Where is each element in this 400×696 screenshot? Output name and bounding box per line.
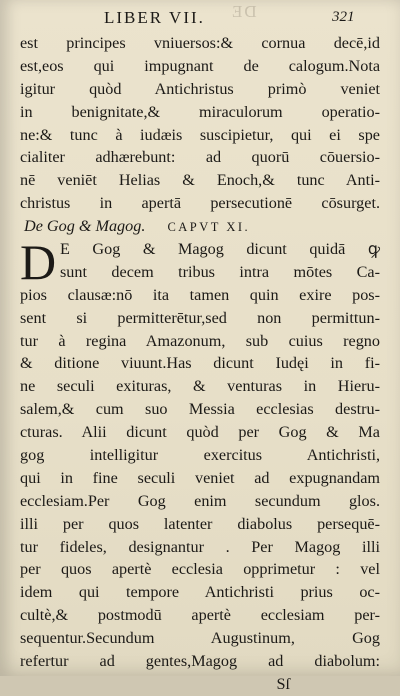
- text-line: igitur quòd Antichristus primò veniet: [20, 79, 380, 98]
- text-line: ecclesiam.Per Gog enim secundum glos.: [20, 491, 380, 510]
- text-line: per quos apertè ecclesia opprimetur : vel: [20, 560, 380, 579]
- text-line: in benignitate,& miraculorum operatio-: [20, 102, 380, 121]
- text-line: idem qui tempore Antichristi prius oc-: [20, 583, 380, 602]
- text-line: cturas. Alii dicunt quòd per Gog & Ma: [20, 423, 380, 442]
- chapter-heading: [20, 215, 380, 238]
- text-line: ne:& tunc à iudæis suscipietur, qui ei spe: [20, 125, 380, 144]
- text-line: cultè,& postmodū apertè ecclesiam per-: [20, 606, 380, 625]
- catchword: Sſ: [276, 674, 290, 693]
- text-line: sent si permitterētur,sed non permittun-: [20, 308, 380, 327]
- chapter-label: CAPVT XI.: [167, 220, 251, 235]
- text-line: pios clausæ:nō ita tamen quin exire pos-: [20, 285, 380, 304]
- text-line: sequentur.Secundum Augustinum, Gog: [20, 629, 380, 648]
- text-line: est,eos qui impugnant de calogum.Nota: [20, 56, 380, 75]
- text-line: cialiter adhærebunt: ad quorū cōuersio-: [20, 148, 380, 167]
- text-line: E Gog & Magog dicunt quidā ꝙ: [60, 240, 380, 259]
- text-line: & ditione viuunt.Has dicunt Iudęi in fi-: [20, 354, 380, 373]
- page-header: [0, 8, 400, 30]
- text-line: christus in apertā persecutionē cōsurget.: [20, 194, 380, 213]
- drop-cap: D: [20, 234, 57, 291]
- chapter-opening: [20, 234, 380, 291]
- text-line: tur fideles, designantur . Per Magog illi: [20, 537, 380, 556]
- chapter-title: De Gog & Magog.: [24, 217, 146, 236]
- text-line: illi per quos latenter diabolus persequē-: [20, 514, 380, 533]
- catchword-row: [20, 673, 380, 696]
- body-text: [20, 32, 380, 696]
- text-line: refertur ad gentes,Magog ad diabolum:: [20, 652, 380, 671]
- text-line: sunt decem tribus intra mōtes Ca-: [60, 262, 380, 281]
- text-line: ne seculi exituras, & venturas in Hieru-: [20, 377, 380, 396]
- text-line: salem,& cum suo Messia ecclesias destru-: [20, 400, 380, 419]
- text-line: tur à regina Amazonum, sub cuius regno: [20, 331, 380, 350]
- page-number: 321: [332, 9, 355, 25]
- text-line: qui in fine seculi veniet ad expugnandam: [20, 468, 380, 487]
- text-line: nē veniēt Helias & Enoch,& tunc Anti-: [20, 171, 380, 190]
- bleed-through-text: DE: [230, 2, 257, 21]
- running-head: LIBER VII.: [104, 8, 205, 27]
- text-line: est principes vniuersos:& cornua decē,id: [20, 34, 380, 52]
- text-line: gog intelligitur exercitus Antichristi,: [20, 446, 380, 465]
